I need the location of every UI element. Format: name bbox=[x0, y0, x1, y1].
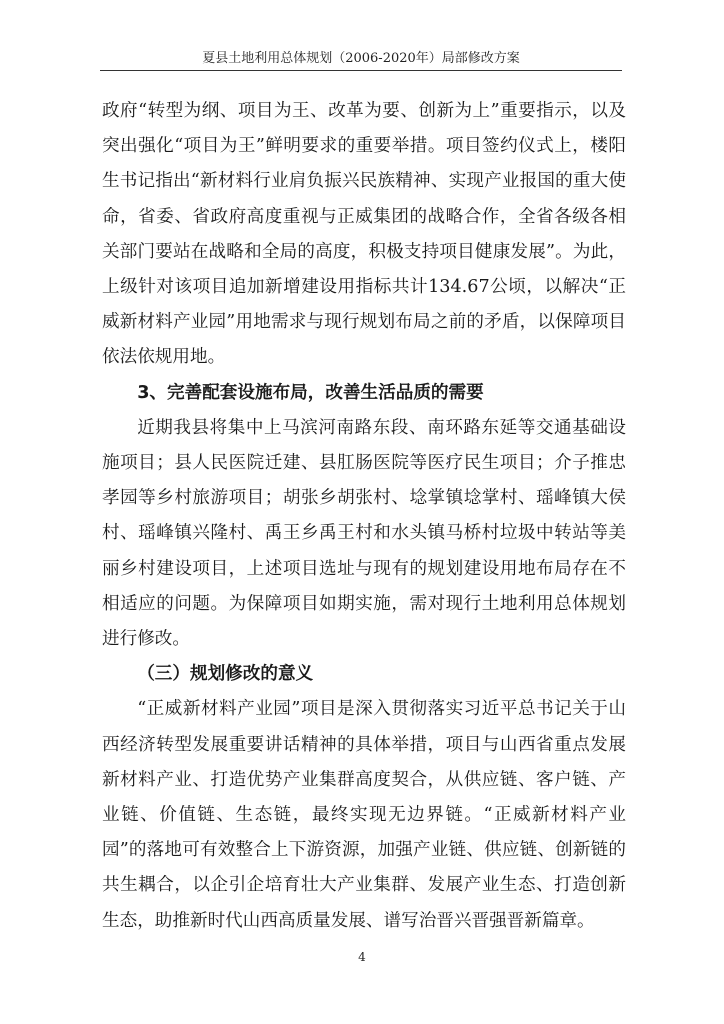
header-divider bbox=[100, 70, 622, 71]
paragraph-significance: “正威新材料产业园”项目是深入贯彻落实习近平总书记关于山西经济转型发展重要讲话精神的具体举措，项目与山西省重点发展新材料产业、打造优势产业集群高度契合，从供应链、客户链、产业链、价值链、生态链，最终实现无边界链。“正威新材料产业园”的落地可有效整合上下游资源，加强产业链、供应链、创新链的共生耦合，以企引企培育壮大产业集群、发展产业生态、打造创新生态，助推新时代山西高质量发展、谱写治晋兴晋强晋新篇章。 bbox=[102, 699, 626, 931]
paragraph-facilities: 近期我县将集中上马滨河南路东段、南环路东延等交通基础设施项目；县人民医院迁建、县肛肠医院等医疗民生项目；介子推忠孝园等乡村旅游项目；胡张乡胡张村、埝掌镇埝掌村、瑶峰镇大侯村、瑶峰镇兴隆村、禹王乡禹王村和水头镇马桥村垃圾中转站等美丽乡村建设项目，上述项目选址与现有的规划建设用地布局存在不相适应的问题。为保障项目如期实施，需对现行土地利用总体规划进行修改。 bbox=[102, 417, 626, 650]
running-header: 夏县土地利用总体规划（2006-2020年）局部修改方案 bbox=[202, 51, 520, 66]
page-number: 4 bbox=[358, 950, 366, 964]
document-body bbox=[102, 94, 626, 939]
section-heading-significance: （三）规划修改的意义 bbox=[137, 664, 314, 685]
paragraph-continued: 政府“转型为纲、项目为王、改革为要、创新为上”重要指示，以及突出强化“项目为王”鲜明要求的重要举措。项目签约仪式上，楼阳生书记指出“新材料行业肩负振兴民族精神、实现产业报国的重大使命，省委、省政府高度重视与正威集团的战略合作，全省各级各相关部门要站在战略和全局的高度，积极支持项目健康发展”。为此，上级针对该项目追加新增建设用指标共计134.67公顷，以解决“正威新材料产业园”用地需求与现行规划布局之前的矛盾，以保障项目依法依规用地。 bbox=[102, 101, 626, 368]
section-heading-3: 3、完善配套设施布局，改善生活品质的需要 bbox=[137, 382, 484, 403]
